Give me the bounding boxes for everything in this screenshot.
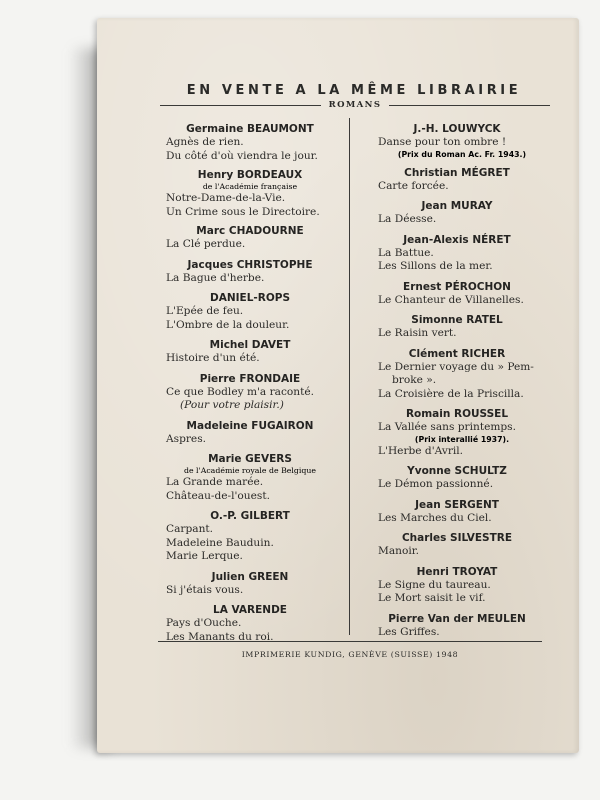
book-title: Manoir. (378, 545, 420, 557)
book-title: Les Manants du roi. (166, 630, 274, 643)
author-name: O.-P. GILBERT (210, 510, 290, 522)
author-note: de l'Académie française (202, 182, 298, 191)
prize-note: (Prix du Roman Ac. Fr. 1943.) (397, 149, 527, 159)
author-name: Henri TROYAT (416, 565, 498, 578)
author-name: Pierre FRONDAIE (199, 372, 301, 385)
book-title: Le Dernier voyage du » Pem- (378, 360, 534, 373)
book-title: Le Raisin vert. (378, 327, 457, 339)
book-title: Ce que Bodley m'a raconté. (166, 385, 314, 398)
book-title: Un Crime sous le Directoire. (166, 205, 320, 218)
list-item (166, 122, 342, 163)
rule-left (160, 105, 321, 106)
author-name: Julien GREEN (211, 570, 289, 583)
author-name: J.-H. LOUWYCK (413, 123, 501, 135)
book-title: La Vallée sans printemps. (378, 421, 516, 433)
prize-note: (Prix interallié 1937). (414, 434, 510, 444)
author-name: DANIEL-ROPS (209, 292, 291, 304)
book-title: La Battue. (378, 246, 434, 259)
book-title: Pays d'Ouche. (166, 617, 242, 629)
book-title: Du côté d'où viendra le jour. (166, 149, 318, 162)
author-name: Henry BORDEAUX (197, 169, 303, 181)
author-name: Jacques CHRISTOPHE (187, 258, 313, 271)
book-title: Les Marches du Ciel. (378, 511, 492, 524)
list-item (378, 347, 546, 402)
list-item (166, 168, 342, 219)
book-title: Carpant. (166, 523, 214, 535)
book-title: Agnès de rien. (166, 136, 244, 148)
author-name: Madeleine FUGAIRON (186, 419, 314, 432)
printer-imprint: IMPRIMERIE KUNDIG, GENÈVE (SUISSE) 1948 (241, 650, 459, 659)
section-label: ROMANS (328, 100, 382, 110)
book-title: Marie Lerque. (166, 550, 243, 562)
book-title: Danse pour ton ombre ! (378, 136, 507, 148)
list-item (378, 612, 546, 640)
author-name: Yvonne SCHULTZ (407, 465, 507, 477)
author-name: Ernest PÉROCHON (403, 280, 511, 293)
right-column (378, 122, 546, 645)
book-title: L'Ombre de la douleur. (166, 318, 290, 331)
list-item (378, 464, 546, 492)
section-header (160, 97, 550, 113)
list-item (166, 509, 342, 564)
book-title: Château-de-l'ouest. (166, 489, 270, 502)
list-item (378, 122, 546, 160)
book-title: broke ». (392, 374, 437, 386)
author-name: Marie GEVERS (208, 453, 292, 465)
book-title: Le Mort saisit le vif. (378, 592, 486, 604)
list-item (166, 452, 342, 503)
list-item (166, 291, 342, 332)
author-name: Christian MÉGRET (404, 166, 510, 179)
list-item (166, 338, 342, 366)
book-title: Les Sillons de la mer. (378, 260, 493, 272)
list-item (378, 565, 546, 606)
book-title: Le Démon passionné. (378, 478, 494, 490)
page-title: EN VENTE A LA MÊME LIBRAIRIE (186, 83, 522, 98)
author-name: Simonne RATEL (411, 314, 503, 326)
left-column (166, 122, 342, 650)
author-name: Germaine BEAUMONT (186, 123, 314, 135)
book-title: Les Griffes. (378, 625, 440, 638)
author-name: LA VARENDE (213, 604, 287, 616)
list-item (166, 419, 342, 447)
list-item (378, 199, 546, 227)
book-title: L'Epée de feu. (166, 305, 244, 317)
book-title: La Déesse. (378, 213, 437, 225)
list-item (378, 498, 546, 526)
book-title: La Croisière de la Priscilla. (378, 387, 524, 400)
list-item (378, 313, 546, 341)
list-item (378, 531, 546, 559)
list-item (166, 258, 342, 286)
book-title: La Clé perdue. (166, 238, 246, 250)
book-title: Aspres. (166, 432, 207, 445)
author-name: Jean SERGENT (415, 498, 499, 511)
list-item (378, 280, 546, 308)
book-title: Histoire d'un été. (166, 352, 260, 364)
author-name: Michel DAVET (209, 339, 291, 351)
rule-right (389, 105, 550, 106)
book-title: Si j'étais vous. (166, 583, 244, 596)
author-name: Pierre Van der MEULEN (388, 612, 526, 625)
author-name: Marc CHADOURNE (196, 225, 304, 237)
author-note: de l'Académie royale de Belgique (183, 466, 317, 475)
book-title: Madeleine Bauduin. (166, 536, 274, 549)
author-name: Romain ROUSSEL (405, 408, 509, 420)
list-item (166, 372, 342, 413)
book-subtitle: (Pour votre plaisir.) (180, 399, 284, 411)
author-name: Jean-Alexis NÉRET (403, 233, 511, 246)
list-item (166, 224, 342, 252)
book-title: Le Chanteur de Villanelles. (378, 293, 524, 306)
book-title: Notre-Dame-de-la-Vie. (166, 192, 286, 204)
list-item (378, 407, 546, 458)
list-item (378, 166, 546, 194)
book-title: Le Signe du taureau. (378, 578, 491, 591)
book-title: Carte forcée. (378, 179, 449, 192)
book-title: La Bague d'herbe. (166, 271, 265, 284)
author-name: Charles SILVESTRE (401, 532, 513, 544)
book-title: L'Herbe d'Avril. (378, 444, 464, 457)
author-name: Clément RICHER (408, 347, 506, 360)
list-item (378, 233, 546, 274)
list-item (166, 603, 342, 644)
list-item (166, 570, 342, 598)
footer-rule (158, 641, 542, 642)
book-title: La Grande marée. (166, 476, 264, 488)
author-name: Jean MURAY (421, 200, 493, 212)
